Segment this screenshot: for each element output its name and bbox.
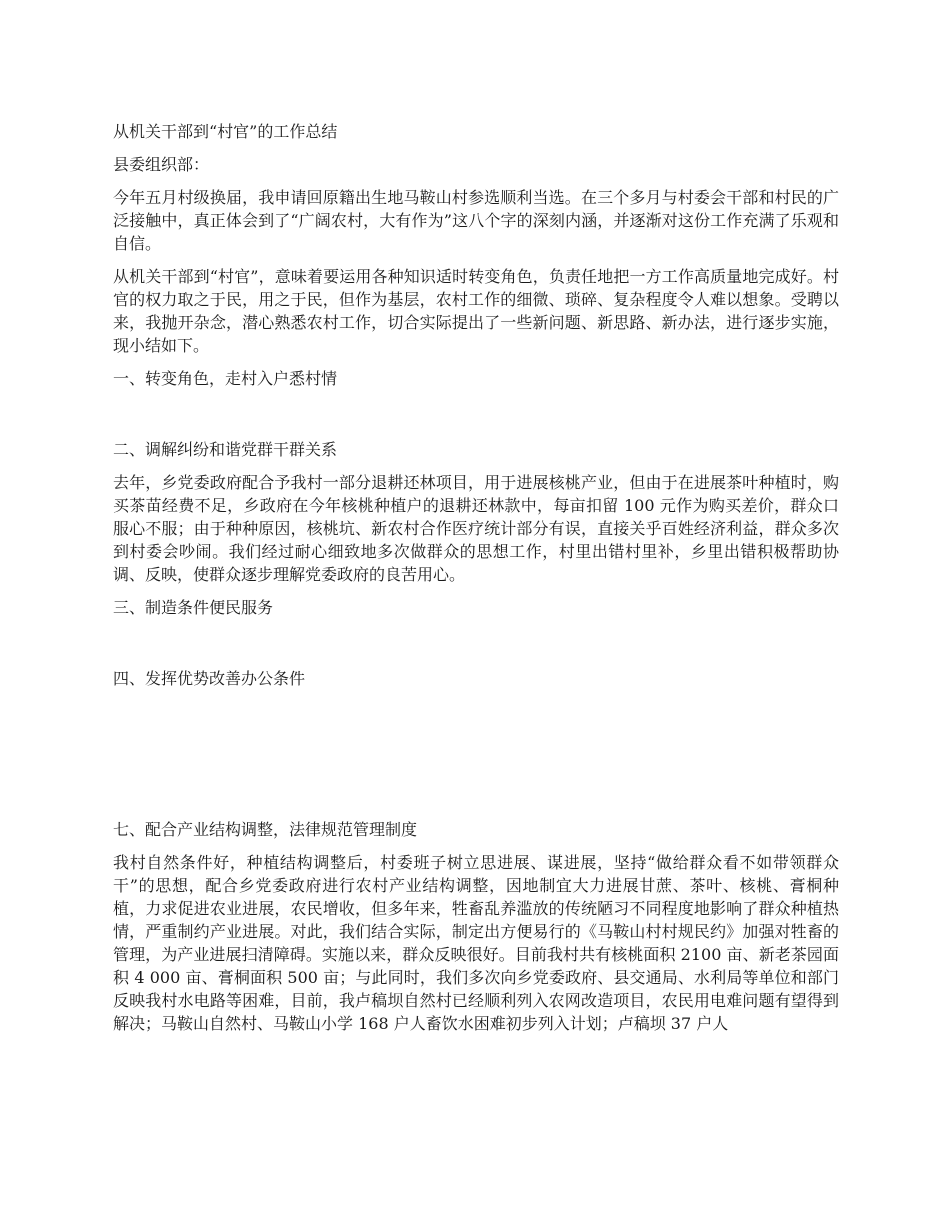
section-heading-7: 七、配合产业结构调整，法律规范管理制度: [113, 820, 418, 839]
intro-paragraph: 今年五月村级换届，我申请回原籍出生地马鞍山村参选顺利当选。在三个多月与村委会干部和村民的广泛接触中，真正体会到了“广阔农村，大有作为”这八个字的深刻内涵，并逐渐对这份工作充满了乐观和自信。: [113, 188, 839, 253]
role-paragraph: 从机关干部到“村官”，意味着要运用各种知识适时转变角色，负责任地把一方工作高质量地完成好。村官的权力取之于民，用之于民，但作为基层，农村工作的细微、琐碎、复杂程度令人难以想象。受聘以来，我抛开杂念，潜心熟悉农村工作，切合实际提出了一些新问题、新思路、新办法，进行逐步实施，现小结如下。: [113, 267, 839, 355]
blank-space: [113, 400, 839, 438]
document-page: [113, 120, 839, 1045]
section-heading-3: 三、制造条件便民服务: [113, 598, 274, 617]
blank-space: [113, 700, 839, 818]
recipient-line: 县委组织部：: [113, 155, 210, 174]
section-heading-1: 一、转变角色，走村入户悉村情: [113, 369, 338, 388]
section7-paragraph: 我村自然条件好，种植结构调整后，村委班子树立思进展、谋进展，坚持“做给群众看不如带领群众干”的思想，配合乡党委政府进行农村产业结构调整，因地制宜大力进展甘蔗、茶叶、核桃、膏桐种植，力求促进农业进展，农民增收，但多年来，牲畜乱养滥放的传统陋习不同程度地影响了群众种植热情，严重制约产业进展。对此，我们结合实际，制定出方便易行的《马鞍山村村规民约》加强对牲畜的管理，为产业进展扫清障碍。实施以来，群众反映很好。目前我村共有核桃面积 2100 亩、新老茶园面积 4 000 亩、膏桐面积 500 亩；与此同时，我们多次向乡党委政府、县交通局、水利局等单位和部门反映我村水电路等困难，目前，我卢稿坝自然村已经顺利列入农网改造项目，农民用电难问题有望得到解决；马鞍山自然村、马鞍山小学 168 户人畜饮水困难初步列入计划；卢稿坝 37 户人: [113, 853, 839, 1033]
section-heading-4: 四、发挥优势改善办公条件: [113, 669, 306, 688]
section-heading-2: 二、调解纠纷和谐党群干群关系: [113, 440, 338, 459]
blank-space: [113, 629, 839, 667]
section2-paragraph: 去年，乡党委政府配合予我村一部分退耕还林项目，用于进展核桃产业，但由于在进展茶叶种植时，购买茶苗经费不足，乡政府在今年核桃种植户的退耕还林款中，每亩扣留 100 元作为购买差价，群众口服心不服；由于种种原因，核桃坑、新农村合作医疗统计部分有误，直接关乎百姓经济利益，群众多次到村委会吵闹。我们经过耐心细致地多次做群众的思想工作，村里出错村里补，乡里出错积极帮助协调、反映，使群众逐步理解党委政府的良苦用心。: [113, 473, 839, 584]
document-title: 从机关干部到“村官”的工作总结: [113, 122, 338, 141]
